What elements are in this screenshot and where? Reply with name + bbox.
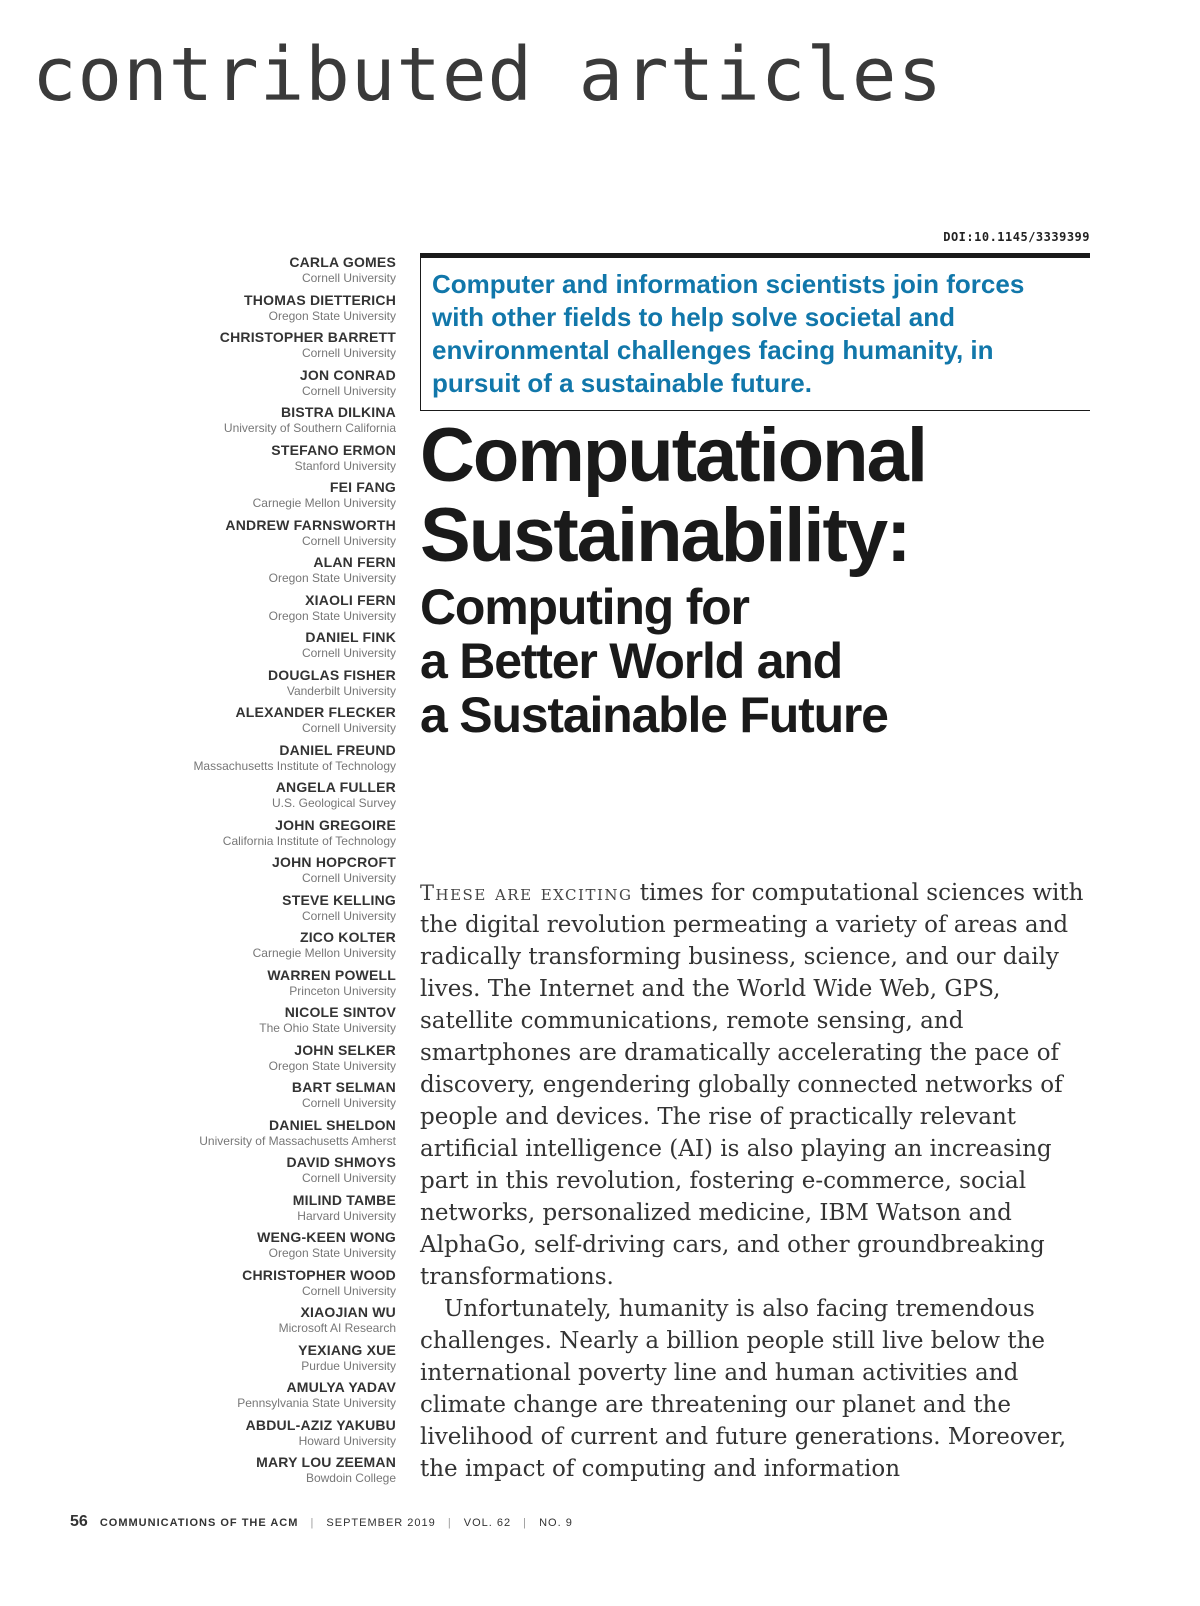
- title-subtitle: [420, 580, 1140, 742]
- page-footer: [70, 1513, 573, 1531]
- page-number: 56: [70, 1513, 88, 1530]
- author-affiliation: Massachusetts Institute of Technology: [193, 758, 396, 773]
- title-line-2: Sustainability:: [420, 493, 910, 578]
- journal-name: COMMUNICATIONS OF THE ACM: [99, 1517, 299, 1529]
- author-affiliation: University of Southern California: [223, 421, 396, 435]
- author-entry: [110, 1004, 396, 1042]
- author-affiliation: Carnegie Mellon University: [252, 496, 396, 510]
- section-label: contributed articles: [32, 32, 944, 118]
- author-affiliation: Oregon State University: [268, 1058, 396, 1073]
- author-name: STEFANO ERMON: [271, 441, 396, 458]
- author-affiliation: Cornell University: [301, 721, 396, 735]
- author-entry: [110, 1117, 396, 1155]
- standfirst: Computer and information scientists join forces with other fields to help solve societal and environmental challenges facing humanity, in pursuit of a sustainable future.: [432, 269, 1025, 398]
- footer-separator: |: [523, 1517, 528, 1529]
- title-main: [420, 413, 1140, 578]
- author-name: WARREN POWELL: [267, 966, 396, 983]
- author-affiliation: Cornell University: [301, 1171, 396, 1185]
- author-affiliation: Cornell University: [301, 271, 396, 285]
- author-name: NICOLE SINTOV: [284, 1004, 396, 1020]
- author-name: DANIEL SHELDON: [269, 1116, 396, 1133]
- author-name: ALAN FERN: [313, 554, 396, 570]
- author-entry: [110, 592, 396, 630]
- author-entry: [110, 704, 396, 742]
- author-entry: [110, 1379, 396, 1417]
- author-entry: [110, 1304, 396, 1342]
- author-affiliation: Pennsylvania State University: [237, 1396, 396, 1410]
- author-name: ANDREW FARNSWORTH: [225, 516, 396, 533]
- author-name: DAVID SHMOYS: [286, 1154, 396, 1170]
- author-name: JOHN GREGOIRE: [275, 816, 396, 833]
- author-affiliation: University of Massachusetts Amherst: [199, 1133, 396, 1148]
- author-name: ALEXANDER FLECKER: [235, 704, 396, 720]
- author-entry: [110, 1454, 396, 1492]
- author-affiliation: Carnegie Mellon University: [252, 946, 396, 960]
- author-affiliation: Princeton University: [289, 983, 396, 998]
- author-affiliation: Oregon State University: [268, 1246, 396, 1260]
- subtitle-line-2: a Better World and: [420, 633, 842, 689]
- author-name: MARY LOU ZEEMAN: [256, 1454, 396, 1470]
- author-affiliation: Oregon State University: [268, 608, 396, 623]
- author-entry: [110, 1229, 396, 1267]
- author-name: CHRISTOPHER WOOD: [242, 1266, 396, 1283]
- author-name: XIAOLI FERN: [305, 591, 396, 608]
- article-body: [420, 877, 1092, 1485]
- author-affiliation: Cornell University: [301, 646, 396, 660]
- author-entry: [110, 367, 396, 405]
- author-entry: [110, 667, 396, 705]
- author-affiliation: Vanderbilt University: [286, 683, 396, 698]
- author-entry: [110, 404, 396, 442]
- author-entry: [110, 1154, 396, 1192]
- author-entry: [110, 742, 396, 780]
- author-name: DANIEL FREUND: [279, 741, 396, 758]
- author-name: DANIEL FINK: [305, 629, 396, 645]
- author-name: THOMAS DIETTERICH: [244, 291, 396, 308]
- author-entry: [110, 1267, 396, 1305]
- footer-separator: |: [447, 1517, 452, 1529]
- author-affiliation: Howard University: [298, 1433, 396, 1448]
- author-affiliation: Oregon State University: [268, 308, 396, 323]
- author-entry: [110, 292, 396, 330]
- author-affiliation: Cornell University: [301, 383, 396, 398]
- author-affiliation: The Ohio State University: [259, 1021, 396, 1035]
- author-affiliation: Harvard University: [297, 1208, 396, 1223]
- author-entry: [110, 442, 396, 480]
- author-name: XIAOJIAN WU: [300, 1304, 396, 1320]
- author-name: ANGELA FULLER: [275, 779, 396, 795]
- author-affiliation: Cornell University: [301, 533, 396, 548]
- author-entry: [110, 329, 396, 367]
- author-affiliation: Stanford University: [294, 458, 396, 473]
- author-entry: [110, 1192, 396, 1230]
- author-affiliation: Microsoft AI Research: [278, 1321, 396, 1335]
- body-paragraph-1: [420, 877, 1092, 1293]
- author-name: ABDUL-AZIZ YAKUBU: [245, 1416, 396, 1433]
- author-affiliation: California Institute of Technology: [222, 833, 396, 848]
- issue-date: SEPTEMBER 2019: [326, 1517, 436, 1529]
- author-entry: [110, 779, 396, 817]
- author-affiliation: Cornell University: [301, 871, 396, 885]
- title-line-1: Computational: [420, 413, 926, 498]
- author-entry: [110, 517, 396, 555]
- doi: DOI:10.1145/3339399: [943, 230, 1090, 244]
- author-affiliation: Purdue University: [301, 1358, 396, 1373]
- author-entry: [110, 929, 396, 967]
- author-entry: [110, 479, 396, 517]
- author-name: FEI FANG: [329, 479, 396, 495]
- volume: VOL. 62: [463, 1517, 512, 1529]
- author-affiliation: Cornell University: [301, 346, 396, 360]
- author-entry: [110, 817, 396, 855]
- standfirst-box: [420, 253, 1090, 411]
- author-entry: [110, 554, 396, 592]
- author-affiliation: Oregon State University: [268, 571, 396, 585]
- author-name: CHRISTOPHER BARRETT: [219, 329, 396, 345]
- author-entry: [110, 1079, 396, 1117]
- author-entry: [110, 1042, 396, 1080]
- footer-separator: |: [310, 1517, 315, 1529]
- author-entry: [110, 254, 396, 292]
- paragraph-1-text: times for computational sciences with the digital revolution permeating a variety of areas and radically transforming business, science, and our daily lives. The Internet and the World Wide Web, GPS, satellite communications, remote sensing, and smartphones are dramatically accelerating the pace of discovery, engendering globally connected networks of people and devices. The rise of practically relevant artificial intelligence (AI) is also playing an increasing part in this revolution, fostering e-commerce, social networks, personalized medicine, IBM Watson and AlphaGo, self-driving cars, and other groundbreaking transformations.: [420, 880, 1084, 1290]
- author-name: JON CONRAD: [299, 366, 396, 383]
- author-entry: [110, 1417, 396, 1455]
- author-affiliation: U.S. Geological Survey: [271, 796, 396, 810]
- author-name: WENG-KEEN WONG: [257, 1229, 396, 1245]
- author-entry: [110, 892, 396, 930]
- author-name: DOUGLAS FISHER: [267, 666, 396, 683]
- author-affiliation: Cornell University: [301, 1283, 396, 1298]
- author-entry: [110, 1342, 396, 1380]
- author-entry: [110, 629, 396, 667]
- author-name: BISTRA DILKINA: [280, 404, 396, 420]
- author-affiliation: Bowdoin College: [305, 1471, 396, 1485]
- subtitle-line-3: a Sustainable Future: [420, 687, 888, 743]
- author-affiliation: Cornell University: [301, 1096, 396, 1110]
- author-name: MILIND TAMBE: [292, 1191, 396, 1208]
- author-name: CARLA GOMES: [289, 254, 396, 270]
- author-entry: [110, 854, 396, 892]
- subtitle-line-1: Computing for: [420, 579, 749, 635]
- author-list: [110, 254, 396, 1492]
- author-name: AMULYA YADAV: [286, 1379, 396, 1395]
- author-name: ZICO KOLTER: [299, 929, 396, 945]
- body-paragraph-2: Unfortunately, humanity is also facing tremendous challenges. Nearly a billion people still live below the international poverty line and human activities and climate change are threatening our planet and the livelihood of current and future generations. Moreover, the impact of computing and information: [420, 1296, 1067, 1482]
- author-name: BART SELMAN: [291, 1079, 396, 1095]
- author-affiliation: Cornell University: [301, 908, 396, 923]
- author-name: JOHN SELKER: [294, 1041, 396, 1058]
- author-name: JOHN HOPCROFT: [272, 854, 396, 870]
- issue-number: NO. 9: [539, 1517, 573, 1529]
- author-name: STEVE KELLING: [282, 891, 396, 908]
- author-name: YEXIANG XUE: [298, 1341, 396, 1358]
- article-title: [420, 413, 1140, 743]
- lead-in: These are exciting: [420, 881, 633, 905]
- author-entry: [110, 967, 396, 1005]
